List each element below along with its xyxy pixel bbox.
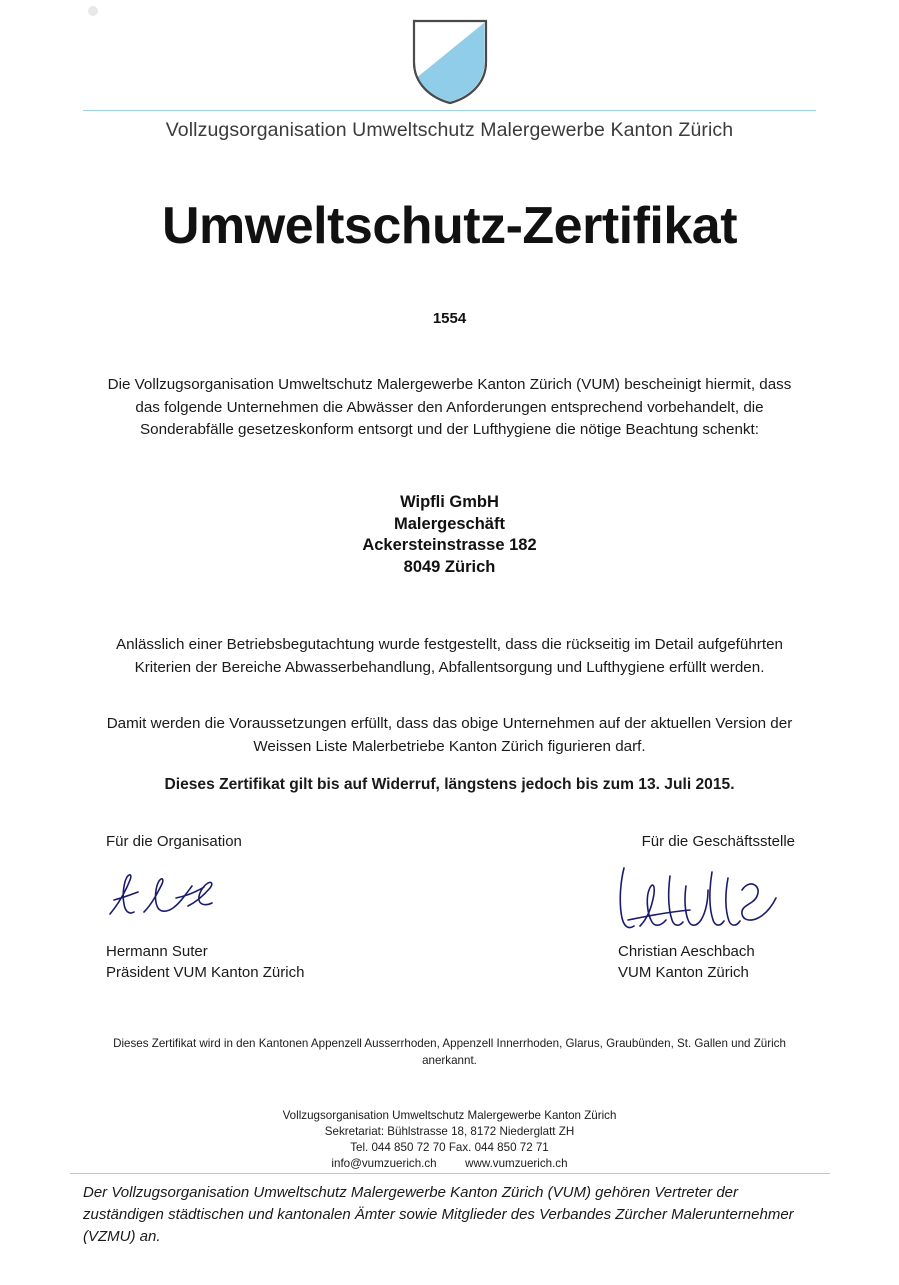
certificate-number: 1554 — [432, 310, 467, 327]
signature-role-right: VUM Kanton Zürich — [618, 964, 749, 981]
signature-block-left — [106, 941, 336, 983]
footer-org: Vollzugsorganisation Umweltschutz Malergewerbe Kanton Zürich — [282, 1109, 617, 1122]
company-block — [0, 492, 899, 578]
signature-name-left: Hermann Suter — [106, 943, 208, 960]
recognition-note: Dieses Zertifikat wird in den Kantonen Appenzell Ausserrhoden, Appenzell Innerrhoden, Glarus, Graubünden, St. Gallen und Zürich anerkannt. — [113, 1037, 786, 1067]
crest-container — [0, 18, 899, 106]
handwritten-signature-right-icon — [608, 860, 798, 940]
intro-paragraph: Die Vollzugsorganisation Umweltschutz Malergewerbe Kanton Zürich (VUM) bescheinigt hiermit, dass das folgende Unternehmen die Abwässer den Anforderungen entsprechend vorbehandelt, die Sonderabfälle gesetzeskonform entsorgt und der Lufthygiene die nötige Beachtung schenkt: — [107, 376, 792, 438]
footer-contact — [0, 1108, 899, 1172]
shield-crest-icon — [411, 18, 489, 106]
company-name: Wipfli GmbH — [400, 493, 499, 511]
footer-phone-fax: Tel. 044 850 72 70 Fax. 044 850 72 71 — [350, 1141, 549, 1154]
signature-name-right: Christian Aeschbach — [618, 943, 755, 960]
scan-artifact — [88, 6, 98, 16]
footer-email[interactable]: info@vumzuerich.ch — [331, 1157, 437, 1170]
paragraph-audit: Anlässlich einer Betriebsbegutachtung wurde festgestellt, dass die rückseitig im Detail aufgeführten Kriterien der Bereiche Abwasserbehandlung, Abfallentsorgung und Lufthygiene erfüllt werden. — [116, 636, 783, 676]
organization-line: Vollzugsorganisation Umweltschutz Malergewerbe Kanton Zürich — [165, 119, 734, 141]
company-business-type: Malergeschäft — [394, 514, 505, 533]
company-city: 8049 Zürich — [403, 557, 496, 576]
signature-block-right — [618, 941, 868, 983]
footer-website[interactable]: www.vumzuerich.ch — [465, 1157, 568, 1170]
signature-label-left: Für die Organisation — [106, 833, 242, 850]
footer-address: Sekretariat: Bühlstrasse 18, 8172 Niederglatt ZH — [324, 1125, 575, 1138]
signature-role-left: Präsident VUM Kanton Zürich — [106, 964, 305, 981]
footer-divider — [70, 1173, 830, 1174]
handwritten-signature-left-icon — [100, 862, 250, 934]
header-divider — [83, 110, 816, 111]
paragraph-validity: Dieses Zertifikat gilt bis auf Widerruf, längstens jedoch bis zum 13. Juli 2015. — [164, 776, 735, 793]
footer-contact-links — [0, 1156, 899, 1172]
signature-label-right: Für die Geschäftsstelle — [641, 833, 795, 850]
company-street: Ackersteinstrasse 182 — [362, 536, 537, 554]
page-title: Umweltschutz-Zertifikat — [161, 197, 738, 255]
paragraph-whitelist: Damit werden die Voraussetzungen erfüllt, dass das obige Unternehmen auf der aktuellen Version der Weissen Liste Malerbetriebe Kanton Zürich figurieren darf. — [106, 715, 793, 755]
closing-note: Der Vollzugsorganisation Umweltschutz Malergewerbe Kanton Zürich (VUM) gehören Vertreter der zuständigen städtischen und kantonalen Ämter sowie Mitglieder des Verbandes Zürcher Malerunternehmer (VZMU) an. — [83, 1184, 794, 1245]
